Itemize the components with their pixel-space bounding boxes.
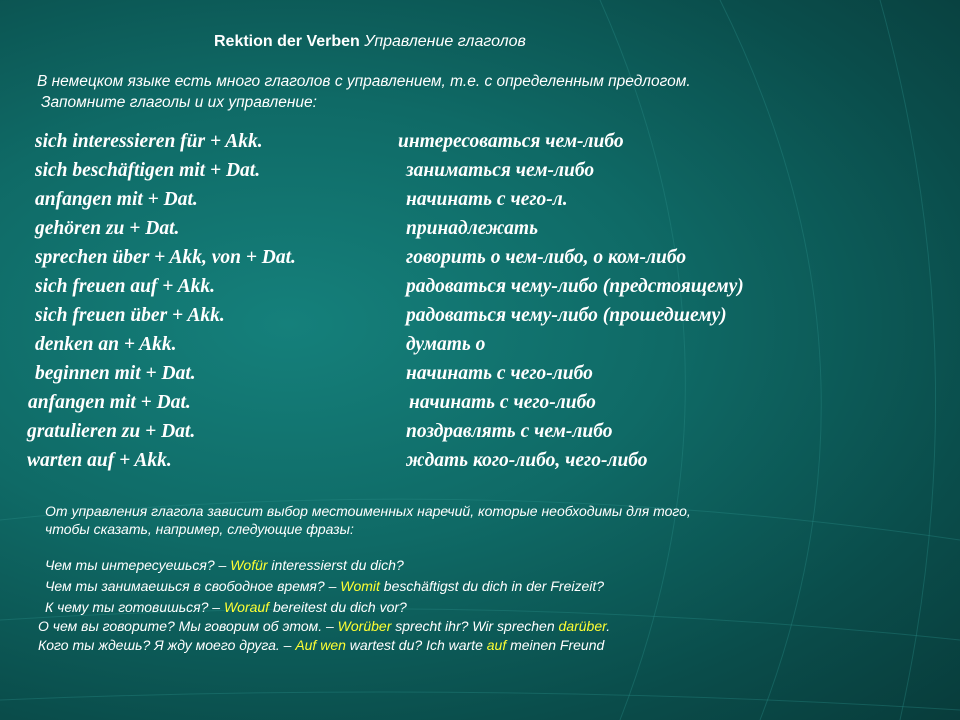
verb-german: sich beschäftigen mit + Dat. (35, 160, 261, 181)
verb-german: sich freuen auf + Akk. (35, 276, 215, 297)
highlight-word: Worüber (337, 618, 392, 634)
verb-russian: ждать кого-либо, чего-либо (406, 450, 648, 471)
verb-german: anfangen mit + Dat. (28, 392, 191, 413)
example-line: Чем ты интересуешься? – Wofür interessierst du dich? (45, 557, 404, 573)
verb-german: sprechen über + Akk, von + Dat. (35, 247, 296, 268)
example-line: О чем вы говорите? Мы говорим об этом. – Worüber sprecht ihr? Wir sprechen darüber. (38, 618, 611, 634)
verb-row (0, 274, 960, 303)
verb-russian: начинать с чего-либо (409, 392, 596, 413)
verb-german: denken an + Akk. (35, 334, 177, 355)
intro-line-2: Запомните глаголы и их управление: (41, 94, 317, 111)
verb-row (0, 448, 960, 477)
verb-row (0, 390, 960, 419)
verb-row (0, 332, 960, 361)
highlight-word: Worauf (223, 599, 270, 615)
verb-german: warten auf + Akk. (27, 450, 172, 471)
verb-russian: интересоваться чем-либо (398, 131, 624, 152)
verb-german: sich freuen über + Akk. (35, 305, 225, 326)
notes-line: От управления глагола зависит выбор местоименных наречий, которые необходимы для того, (45, 503, 691, 519)
highlight-word: Wofür (230, 557, 268, 573)
verb-russian: принадлежать (406, 218, 539, 239)
highlight-word: Auf wen (295, 637, 346, 653)
verb-row (0, 129, 960, 158)
intro-line-1: В немецком языке есть много глаголов с управлением, т.е. с определенным предлогом. (37, 73, 691, 90)
title-russian: Управление глаголов (364, 33, 526, 50)
intro-text (37, 71, 691, 113)
verb-russian: поздравлять с чем-либо (406, 421, 613, 442)
notes-line: чтобы сказать, например, следующие фразы: (45, 521, 354, 537)
verb-german: sich interessieren für + Akk. (35, 131, 263, 152)
verb-row (0, 187, 960, 216)
verb-russian: начинать с чего-л. (406, 189, 568, 210)
verb-row (0, 216, 960, 245)
verb-row (0, 361, 960, 390)
verb-row (0, 303, 960, 332)
highlight-word: auf (486, 637, 507, 653)
verb-russian: начинать с чего-либо (406, 363, 593, 384)
verb-russian: радоваться чему-либо (прошедшему) (406, 305, 727, 326)
title-german: Rektion der Verben (214, 33, 360, 50)
highlight-word: darüber (558, 618, 607, 634)
example-line: Чем ты занимаешься в свободное время? – Womit beschäftigst du dich in der Freizeit? (45, 578, 605, 594)
slide-title (214, 33, 526, 51)
verb-german: gehören zu + Dat. (35, 218, 180, 239)
verb-german: anfangen mit + Dat. (35, 189, 198, 210)
verb-row (0, 158, 960, 187)
verb-german: beginnen mit + Dat. (35, 363, 196, 384)
verb-german: gratulieren zu + Dat. (27, 421, 196, 442)
verb-russian: радоваться чему-либо (предстоящему) (406, 276, 744, 297)
verb-russian: думать о (406, 334, 486, 355)
verb-russian: заниматься чем-либо (406, 160, 595, 181)
highlight-word: Womit (340, 578, 380, 594)
verb-list (0, 129, 960, 477)
verb-russian: говорить о чем-либо, о ком-либо (406, 247, 687, 268)
example-line: Кого ты ждешь? Я жду моего друга. – Auf wen wartest du? Ich warte auf meinen Freund (38, 637, 605, 653)
verb-row (0, 245, 960, 274)
example-line: К чему ты готовишься? – Worauf bereitest du dich vor? (45, 599, 407, 615)
verb-row (0, 419, 960, 448)
